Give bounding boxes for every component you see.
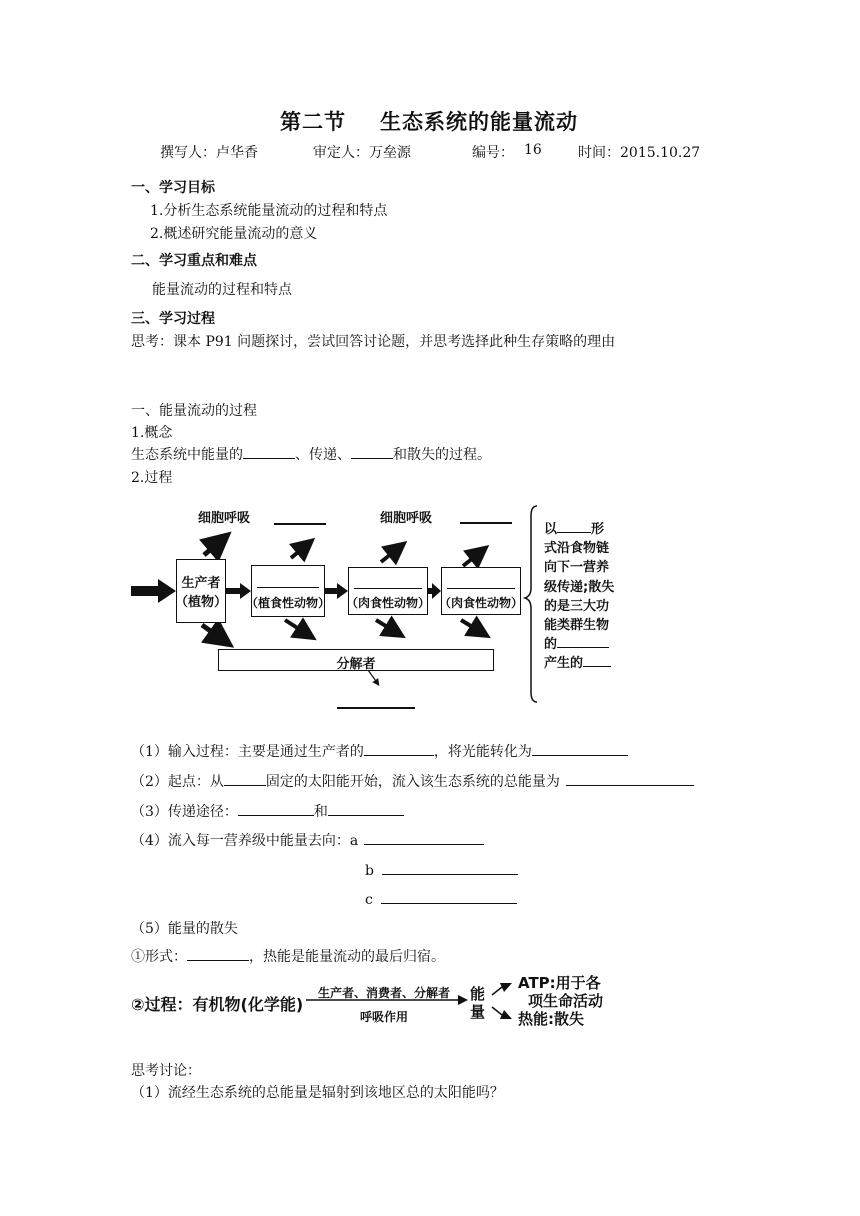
flow-outputs <box>518 974 603 1028</box>
resp-label-right: 细胞呼吸 <box>380 511 433 526</box>
q5a-text: ①形式： <box>131 949 187 965</box>
number-value: 16 <box>524 142 542 158</box>
blank-q4-c[interactable] <box>381 889 517 904</box>
blank-brace-process[interactable] <box>557 635 609 648</box>
resp-arrow-producer <box>204 538 224 555</box>
resp-arrow-carnivore2 <box>463 550 483 566</box>
q2-text-a: （2）起点：从 <box>131 774 224 790</box>
goal-item-2: 2.概述研究能量流动的意义 <box>150 226 318 242</box>
concept-a: 生态系统中能量的 <box>131 447 243 463</box>
carnivore2-box <box>438 567 523 615</box>
blank-carnivore2[interactable] <box>447 588 515 589</box>
q3-text-a: （3）传递途径： <box>131 804 238 820</box>
blank-q3-2[interactable] <box>328 801 404 816</box>
part1-heading: 一、能量流动的过程 <box>131 403 257 419</box>
decay-arrow-carnivore1 <box>376 620 399 634</box>
process-label: 2.过程 <box>131 470 173 486</box>
q3-text-b: 和 <box>313 804 328 820</box>
question-4b <box>365 860 518 879</box>
question-3 <box>131 801 404 821</box>
discussion-question-1: （1）流经生态系统的总能量是辐射到该地区总的太阳能吗？ <box>131 1085 504 1101</box>
decay-arrow-producer <box>202 625 226 642</box>
question-5: （5）能量的散失 <box>131 921 238 937</box>
brace-line: 级传递;散失 <box>544 579 615 595</box>
flow-arrows <box>300 975 540 1035</box>
question-5a <box>131 946 445 966</box>
q2-text-b: 固定的太阳能开始，流入该生态系统的总能量为 <box>265 774 560 790</box>
brace-line: 产生的 <box>544 656 584 672</box>
focus-text: 能量流动的过程和特点 <box>152 282 292 298</box>
brace-line: 的 <box>544 637 558 653</box>
blank-q4-a[interactable] <box>364 830 484 845</box>
q4-text: （4）流入每一营养级中能量去向：a <box>131 833 359 849</box>
discussion-heading: 思考讨论： <box>131 1063 201 1079</box>
decay-arrow-herbivore <box>285 620 310 636</box>
think-prompt: 思考：课本 P91 问题探讨，尝试回答讨论题，并思考选择此种生存策略的理由 <box>131 334 616 350</box>
blank-q3-1[interactable] <box>238 801 314 816</box>
brace-text <box>544 520 614 674</box>
brace-line: 式沿食物链 <box>544 541 610 557</box>
blank-brace-form[interactable] <box>557 520 591 533</box>
blank-decomposer[interactable] <box>337 707 415 709</box>
decomposer-box <box>218 649 494 671</box>
producer-box <box>176 559 226 623</box>
question-4c <box>365 889 517 908</box>
output-atp-cont: 项生命活动 <box>528 992 604 1010</box>
goals-heading: 一、学习目标 <box>131 180 215 196</box>
date: 时间：2015.10.27 <box>578 145 701 161</box>
blank-q1-2[interactable] <box>532 741 628 756</box>
herbivore-label: （植食性动物） <box>246 596 331 610</box>
goal-item-1: 1.分析生态系统能量流动的过程和特点 <box>150 203 388 219</box>
brace-line: 的是三大功 <box>544 598 610 614</box>
number-label: 编号： <box>472 145 514 161</box>
brace-line: 以 <box>544 522 558 537</box>
title-topic: 生态系统的能量流动 <box>380 110 578 134</box>
carnivore1-label: （肉食性动物） <box>345 596 430 610</box>
output-heat: 热能:散失 <box>518 1010 584 1028</box>
flow-label: ②过程：有机物(化学能) <box>131 995 304 1014</box>
blank-q2-2[interactable] <box>566 771 694 786</box>
process-heading: 三、学习过程 <box>131 311 215 327</box>
reviewer: 审定人：万垒源 <box>313 145 411 161</box>
author: 撰写人：卢华香 <box>160 145 258 161</box>
q1-text-a: （1）输入过程：主要是通过生产者的 <box>131 744 364 760</box>
blank-q4-b[interactable] <box>382 860 518 875</box>
output-atp: ATP:用于各 <box>518 974 601 992</box>
question-2 <box>131 771 694 791</box>
resp-arrow-carnivore1 <box>381 546 401 562</box>
flow-below-arrow: 呼吸作用 <box>360 1010 409 1024</box>
decomposer-resp-arrow <box>368 670 378 684</box>
brace-line: 能类群生物 <box>544 618 610 634</box>
energy-char-2: 量 <box>470 1003 486 1021</box>
blank-carnivore1[interactable] <box>354 588 422 589</box>
blank-brace-energy[interactable] <box>583 654 611 667</box>
concept-b: 、传递、 <box>295 447 351 463</box>
question-1 <box>131 741 628 761</box>
resp-arrow-herbivore <box>291 543 309 558</box>
concept-label: 1.概念 <box>131 425 173 441</box>
carnivore1-box <box>345 567 430 615</box>
herbivore-box <box>246 565 331 617</box>
brace-line: 向下一营养 <box>544 560 610 576</box>
brace-line: 形 <box>591 522 605 537</box>
focus-heading: 二、学习重点和难点 <box>131 253 257 269</box>
blank-q5[interactable] <box>187 946 249 961</box>
concept-c: 和散失的过程。 <box>393 447 491 463</box>
q4c-label: c <box>365 892 373 908</box>
flow-above-arrow: 生产者、消费者、分解者 <box>318 986 451 1000</box>
energy-char-1: 能 <box>470 985 486 1003</box>
decomposer-label: 分解者 <box>336 657 376 672</box>
producer-sub: （植物） <box>174 595 227 610</box>
decay-arrow-carnivore2 <box>461 620 484 634</box>
brace <box>525 506 537 702</box>
resp-label-left: 细胞呼吸 <box>198 511 251 526</box>
blank-q1-1[interactable] <box>364 741 434 756</box>
carnivore2-label: （肉食性动物） <box>438 596 523 610</box>
q1-text-b: ，将光能转化为 <box>433 744 532 760</box>
blank-herbivore[interactable] <box>257 587 319 588</box>
q4b-label: b <box>365 863 374 879</box>
title-section: 第二节 <box>280 110 346 134</box>
blank-q2-1[interactable] <box>224 771 266 786</box>
sun-input-arrow <box>131 579 176 603</box>
q5b-text: ，热能是能量流动的最后归宿。 <box>249 949 445 965</box>
producer-label: 生产者 <box>181 576 221 591</box>
question-4 <box>131 830 484 850</box>
